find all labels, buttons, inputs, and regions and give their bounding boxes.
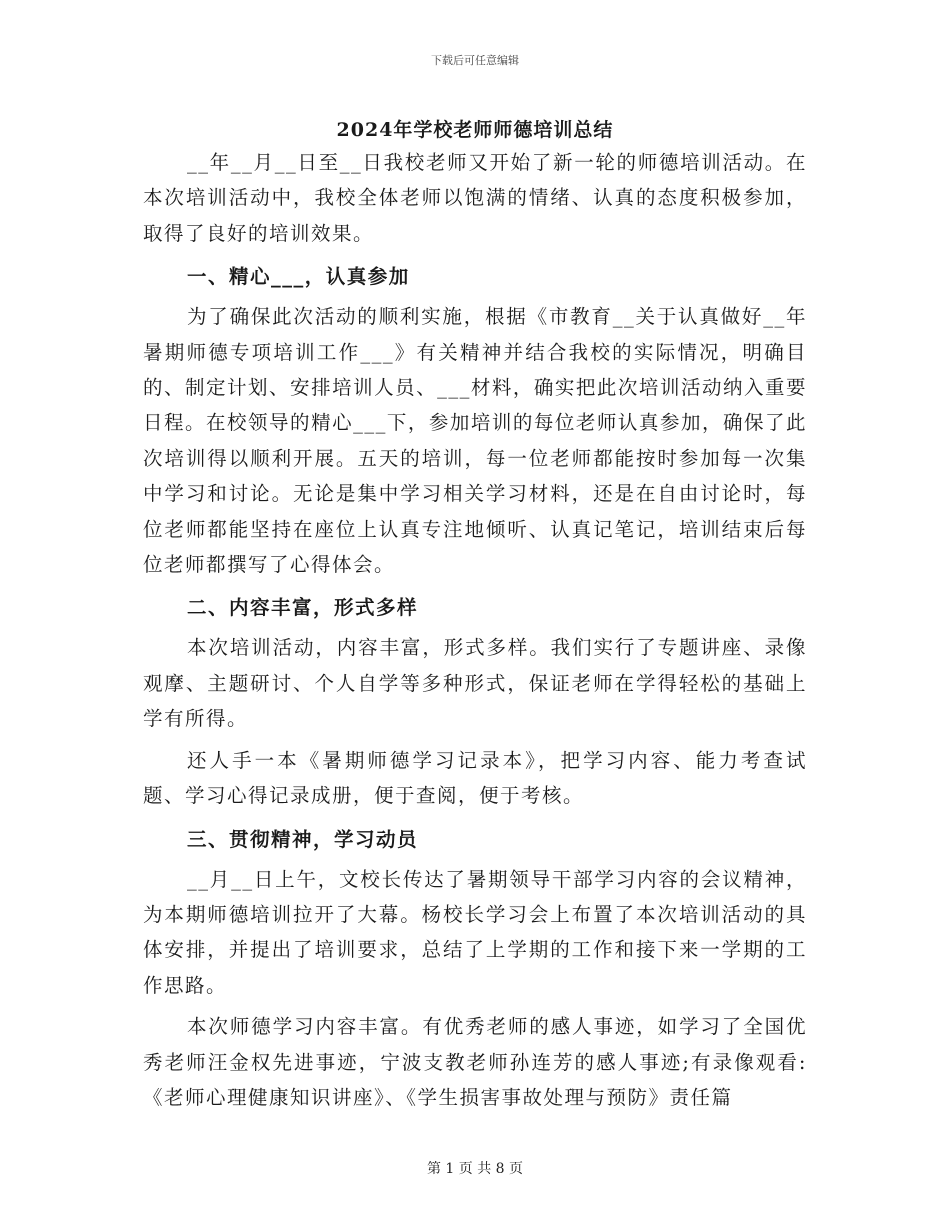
paragraph-section-2b: 还人手一本《暑期师德学习记录本》，把学习内容、能力考查试题、学习心得记录成册，便于查阅，便于考核。 xyxy=(143,748,807,808)
header-note: 下载后可任意编辑 xyxy=(431,54,519,67)
section-heading-2: 二、内容丰富，形式多样 xyxy=(187,596,419,620)
page-number-footer: 第 1 页 共 8 页 xyxy=(426,1161,524,1177)
section-heading-1: 一、精心___，认真参加 xyxy=(187,265,410,289)
paragraph-intro: __年__月__日至__日我校老师又开始了新一轮的师德培训活动。在本次培训活动中，我校全体老师以饱满的情绪、认真的态度积极参加，取得了良好的培训效果。 xyxy=(143,151,807,245)
paragraph-section-2a: 本次培训活动，内容丰富，形式多样。我们实行了专题讲座、录像观摩、主题研讨、个人自学等多种形式，保证老师在学得轻松的基础上学有所得。 xyxy=(143,636,807,731)
paragraph-section-3a: __月__日上午，文校长传达了暑期领导干部学习内容的会议精神，为本期师德培训拉开了大幕。杨校长学习会上布置了本次培训活动的具体安排，并提出了培训要求，总结了上学期的工作和接下来一学期的工作思路。 xyxy=(143,867,807,997)
document-body xyxy=(143,145,807,1121)
section-heading-3: 三、贯彻精神，学习动员 xyxy=(187,827,419,851)
paragraph-section-3b: 本次师德学习内容丰富。有优秀老师的感人事迹，如学习了全国优秀老师汪金权先进事迹，宁波支教老师孙连芳的感人事迹;有录像观看:《老师心理健康知识讲座》、《学生损害事故处理与预防》责任篇 xyxy=(143,1015,807,1109)
document-title: 2024年学校老师师德培训总结 xyxy=(336,119,614,141)
paragraph-section-1: 为了确保此次活动的顺利实施，根据《市教育__关于认真做好__年暑期师德专项培训工作___》有关精神并结合我校的实际情况，明确目的、制定计划、安排培训人员、___材料，确实把此次培训活动纳入重要日程。在校领导的精心___下，参加培训的每位老师认真参加，确保了此次培训得以顺利开展。五天的培训，每一位老师都能按时参加每一次集中学习和讨论。无论是集中学习相关学习材料，还是在自由讨论时，每位老师都能坚持在座位上认真专注地倾听、认真记笔记，培训结束后每位老师都撰写了心得体会。 xyxy=(143,305,807,577)
